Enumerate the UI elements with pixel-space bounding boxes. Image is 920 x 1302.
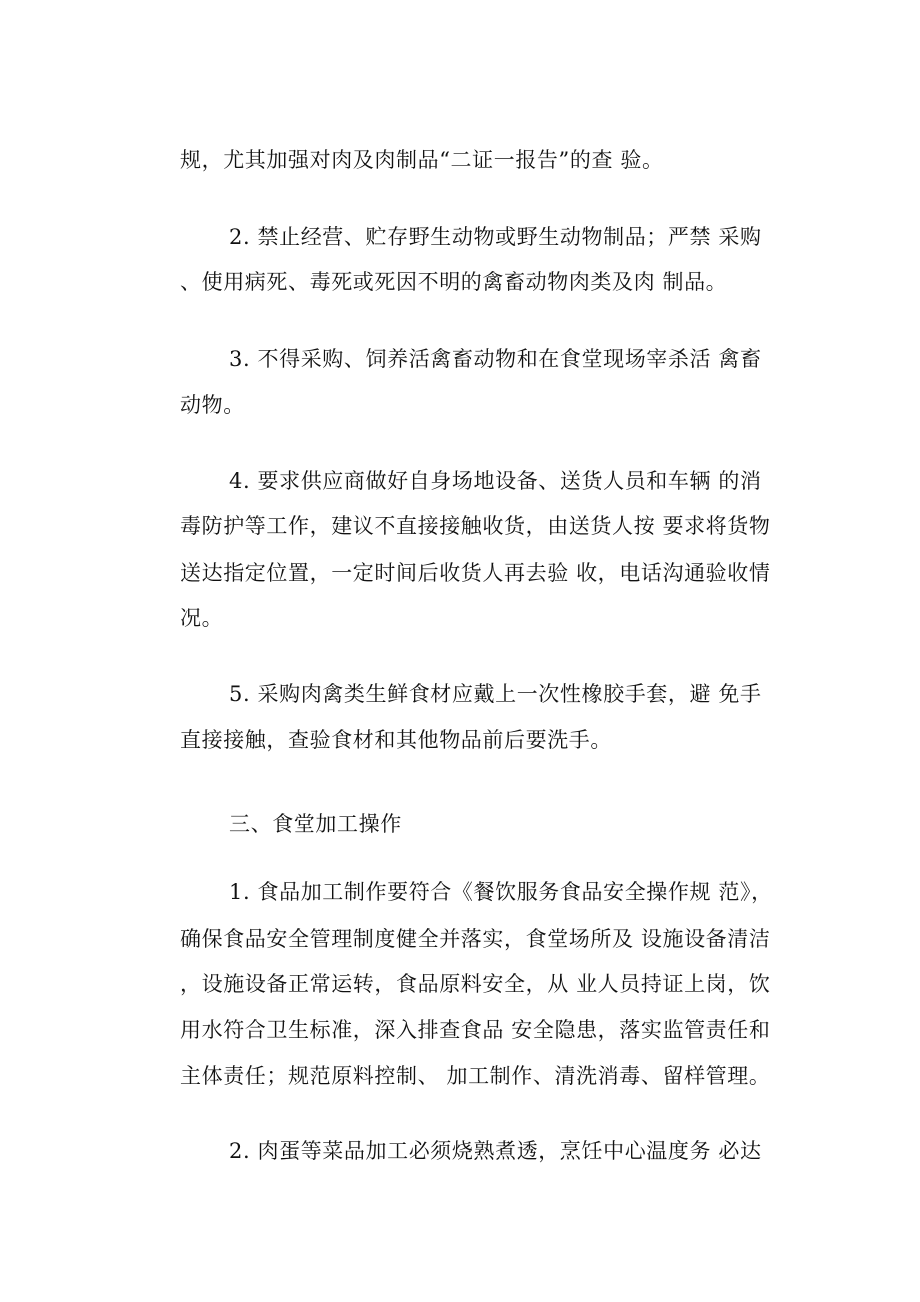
text-line: 主体责任；规范原料控制、 加工制作、清洗消毒、留样管理。 [180, 1064, 771, 1088]
text-line: 毒防护等工作，建议不直接接触收货，由送货人按 要求将货物 [180, 514, 771, 538]
text-line: 送达指定位置，一定时间后收货人再去验 收，电话沟通验收情 [180, 561, 771, 585]
text-line: 直接接触，查验食材和其他物品前后要洗手。 [180, 728, 612, 752]
text-line: 4. 要求供应商做好自身场地设备、送货人员和车辆 的消 [229, 469, 762, 493]
text-line: ，设施设备正常运转，食品原料安全，从 业人员持证上岗，饮 [180, 972, 771, 996]
text-line: 确保食品安全管理制度健全并落实，食堂场所及 设施设备清洁 [180, 927, 771, 951]
text-line: 况。 [180, 606, 224, 630]
text-line: 3. 不得采购、饲养活禽畜动物和在食堂现场宰杀活 禽畜 [229, 347, 762, 371]
text-line: 5. 采购肉禽类生鲜食材应戴上一次性橡胶手套，避 免手 [229, 682, 762, 706]
text-line: 2. 禁止经营、贮存野生动物或野生动物制品；严禁 采购 [229, 225, 762, 249]
text-line: 、使用病死、毒死或死因不明的禽畜动物肉类及肉 制品。 [180, 270, 728, 294]
text-line: 动物。 [180, 393, 245, 417]
text-line: 用水符合卫生标准，深入排查食品 安全隐患，落实监管责任和 [180, 1018, 771, 1042]
text-line: 1. 食品加工制作要符合《餐饮服务食品安全操作规 范》， [229, 880, 773, 904]
text-line: 规，尤其加强对肉及肉制品“二证一报告”的查 验。 [180, 148, 664, 172]
section-heading: 三、食堂加工操作 [229, 812, 402, 836]
text-line: 2. 肉蛋等菜品加工必须烧熟煮透，烹饪中心温度务 必达 [229, 1139, 762, 1163]
